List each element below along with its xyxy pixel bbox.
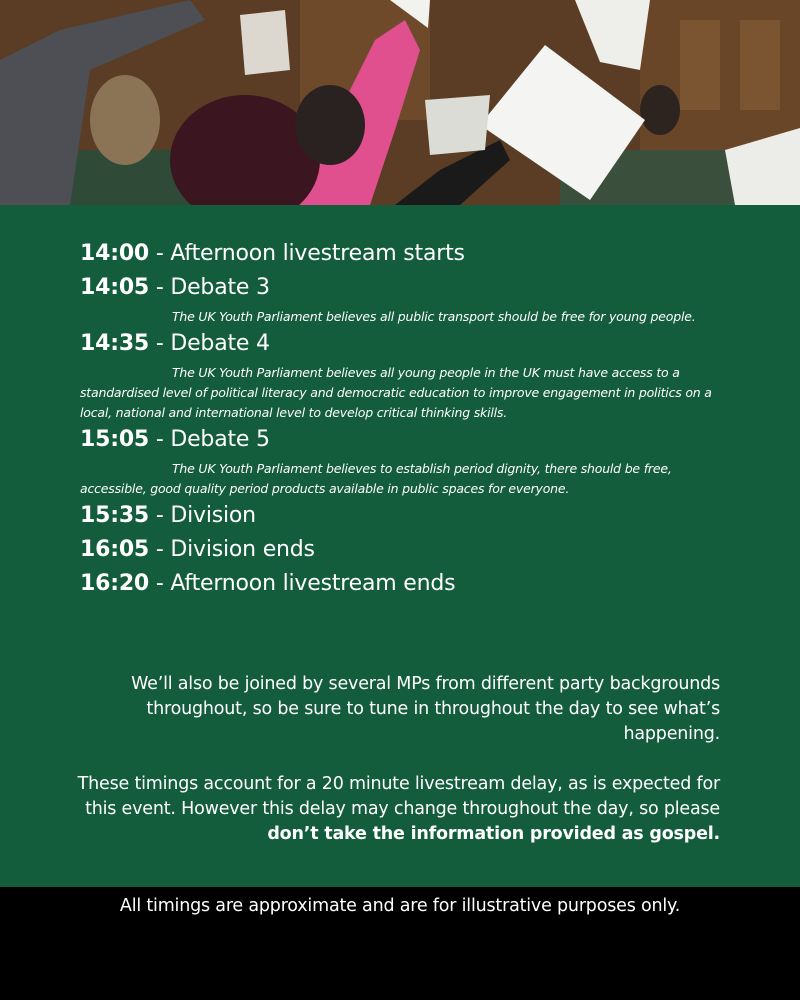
schedule-time: 15:05: [80, 427, 150, 452]
delay-note-emphasis: don’t take the information provided as gospel.: [267, 824, 720, 844]
schedule-title: Debate 3: [170, 275, 270, 300]
motion-text: The UK Youth Parliament believes all young people in the UK must have access to a standardised level of political literacy and democratic education to improve engagement in politics on a local, national and international level to develop critical thinking skills.: [80, 365, 712, 420]
schedule-panel: [0, 205, 800, 887]
schedule-title: Afternoon livestream ends: [170, 571, 456, 596]
footer: [0, 887, 800, 1000]
schedule-item: [80, 423, 740, 499]
schedule-separator: -: [149, 241, 171, 266]
footer-disclaimer: All timings are approximate and are for illustrative purposes only.: [119, 896, 681, 916]
schedule-item: [80, 237, 740, 271]
schedule-title: Afternoon livestream starts: [170, 241, 465, 266]
schedule-time: 15:35: [80, 503, 150, 528]
schedule-separator: -: [149, 571, 171, 596]
schedule-title: Debate 4: [170, 331, 270, 356]
schedule-separator: -: [149, 275, 171, 300]
schedule-separator: -: [149, 427, 171, 452]
schedule-title: Debate 5: [170, 427, 270, 452]
header-photo: [0, 0, 800, 205]
schedule-title: Division ends: [170, 537, 315, 562]
schedule-separator: -: [149, 503, 171, 528]
delay-note: [60, 772, 720, 847]
motion-text: The UK Youth Parliament believes to establish period dignity, there should be free, accessible, good quality period products available in public spaces for everyone.: [80, 461, 672, 496]
schedule-item: [80, 327, 740, 423]
schedule-separator: -: [149, 331, 171, 356]
schedule-time: 16:05: [80, 537, 150, 562]
schedule-time: 16:20: [80, 571, 150, 596]
photo-of-raised-hands-icon: [0, 0, 800, 205]
schedule-list: [80, 237, 740, 601]
delay-note-text: These timings account for a 20 minute livestream delay, as is expected for this event. However this delay may change throughout the day, so please: [77, 774, 720, 819]
schedule-item: [80, 567, 740, 601]
schedule-time: 14:00: [80, 241, 150, 266]
schedule-title: Division: [170, 503, 256, 528]
schedule-item: [80, 499, 740, 533]
schedule-separator: -: [149, 537, 171, 562]
motion-text: The UK Youth Parliament believes all public transport should be free for young people.: [172, 309, 696, 324]
mps-note: We’ll also be joined by several MPs from different party backgrounds throughout, so be sure to tune in throughout the day to see what’s happening.: [131, 674, 720, 744]
notes-block: [60, 672, 720, 872]
schedule-time: 14:05: [80, 275, 150, 300]
schedule-item: [80, 271, 740, 327]
schedule-item: [80, 533, 740, 567]
schedule-time: 14:35: [80, 331, 150, 356]
